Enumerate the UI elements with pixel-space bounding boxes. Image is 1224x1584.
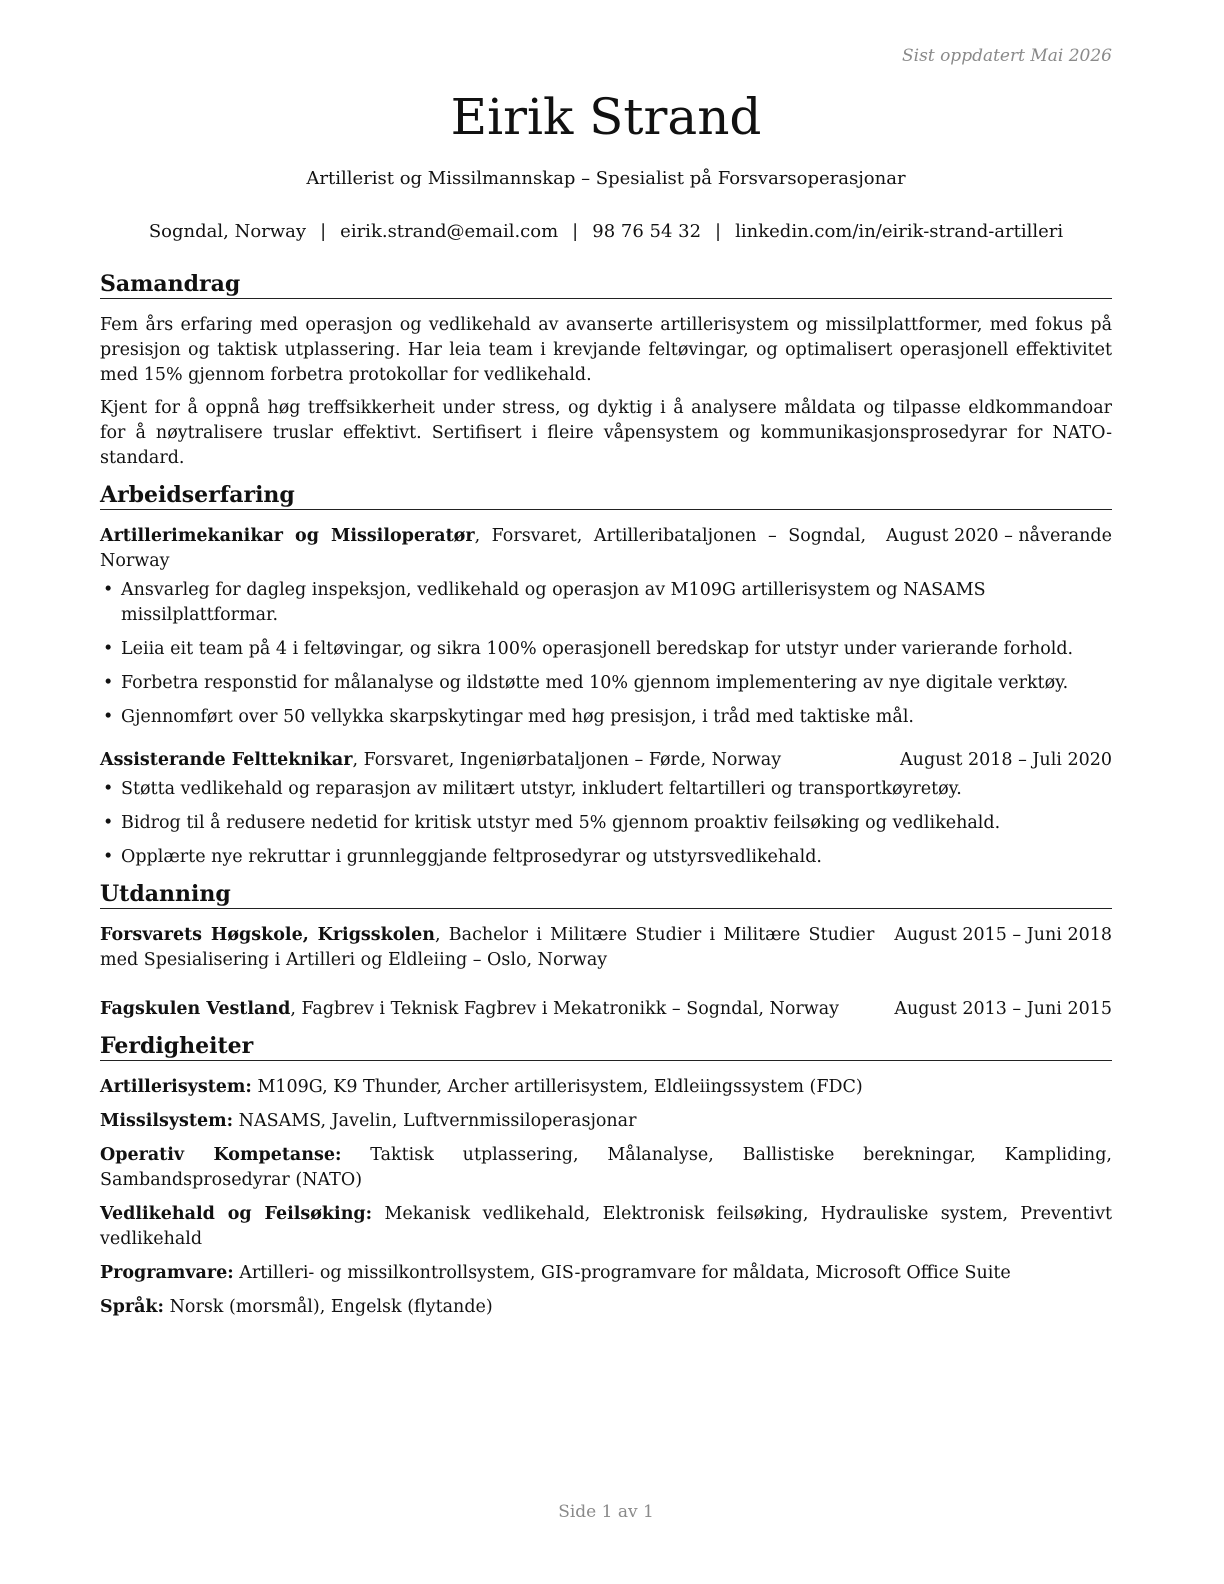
bullet-text: Forbetra responstid for målanalyse og ildstøtte med 10% gjennom implementering av nye digitale verktøy. <box>121 673 1069 693</box>
list-item <box>100 637 1112 662</box>
job-header <box>100 748 1112 773</box>
contact-email-link[interactable]: eirik.strand@email.com <box>340 221 559 242</box>
skill-value: Taktisk utplassering, Målanalyse, Ballistiske berekningar, Kampliding, Sambandsprosedyrar (NATO) <box>100 1145 1112 1190</box>
contact-separator: | <box>320 221 327 242</box>
skill-label: Missilsystem: <box>100 1111 234 1131</box>
list-item <box>100 705 1112 730</box>
job-header <box>100 524 1112 574</box>
skill-row <box>100 1143 1112 1193</box>
skill-label: Programvare: <box>100 1263 234 1283</box>
education-header <box>100 923 1112 973</box>
job-details: , Forsvaret, Ingeniørbataljonen – Førde, Norway <box>352 750 782 770</box>
contact-phone: 98 76 54 32 <box>592 221 702 242</box>
bullet-text: Bidrog til å redusere nedetid for kritisk utstyr med 5% gjennom proaktiv feilsøking og vedlikehald. <box>121 813 1001 833</box>
list-item <box>100 777 1112 802</box>
skill-row <box>100 1202 1112 1252</box>
bullet-text: Opplærte nye rekruttar i grunnleggjande feltprosedyrar og utstyrsvedlikehald. <box>121 847 822 867</box>
resume-page <box>100 0 1112 1584</box>
contact-separator: | <box>715 221 722 242</box>
job-heading <box>100 524 886 574</box>
contact-linkedin-link[interactable]: linkedin.com/in/eirik-strand-artilleri <box>735 221 1064 242</box>
education-details: , Bachelor i Militære Studier i Militære Studier med Spesialisering i Artilleri og Eldleiing – Oslo, Norway <box>100 925 875 970</box>
skills-section <box>100 1032 1112 1320</box>
skill-label: Artillerisystem: <box>100 1077 252 1097</box>
contact-separator: | <box>572 221 579 242</box>
contact-location: Sogndal, Norway <box>148 221 307 242</box>
education-entry <box>100 997 1112 1022</box>
job-entry <box>100 748 1112 870</box>
last-updated: Sist oppdatert Mai 2026 <box>902 46 1112 66</box>
bullet-text: Leiia eit team på 4 i feltøvingar, og sikra 100% operasjonell beredskap for utstyr under varierande forhold. <box>121 639 1074 659</box>
job-details: , Forsvaret, Artilleribataljonen – Sogndal, Norway <box>100 526 867 571</box>
job-bullets <box>100 578 1112 730</box>
list-item <box>100 811 1112 836</box>
bullet-text: Ansvarleg for dagleg inspeksjon, vedlikehald og operasjon av M109G artillerisystem og NASAMS missilplattformar. <box>121 580 986 625</box>
bullet-icon: • <box>103 779 114 799</box>
job-dates: August 2018 – Juli 2020 <box>900 750 1112 770</box>
skill-row <box>100 1109 1112 1134</box>
education-heading <box>100 997 894 1022</box>
education-school: Fagskulen Vestland <box>100 999 291 1019</box>
bullet-text: Støtta vedlikehald og reparasjon av militært utstyr, inkludert feltartilleri og transportkøyretøy. <box>121 779 962 799</box>
skill-value: Artilleri- og missilkontrollsystem, GIS-programvare for måldata, Microsoft Office Suite <box>239 1263 1011 1283</box>
skill-row <box>100 1261 1112 1286</box>
skills-title: Ferdigheiter <box>100 1032 1112 1061</box>
education-entry <box>100 923 1112 973</box>
job-role: Assisterande Feltteknikar <box>100 750 353 770</box>
job-entry <box>100 524 1112 730</box>
bullet-icon: • <box>103 707 114 727</box>
bullet-icon: • <box>103 847 114 867</box>
education-dates: August 2015 – Juni 2018 <box>894 925 1112 945</box>
list-item <box>100 578 1112 628</box>
skill-value: NASAMS, Javelin, Luftvernmissiloperasjonar <box>238 1111 637 1131</box>
skill-row <box>100 1295 1112 1320</box>
education-school: Forsvarets Høgskole, Krigsskolen <box>100 925 435 945</box>
job-dates: August 2020 – nåverande <box>886 526 1112 546</box>
headline: Artillerist og Missilmannskap – Spesialist på Forsvarsoperasjonar <box>306 168 906 189</box>
summary-paragraph: Kjent for å oppnå høg treffsikkerheit under stress, og dyktig i å analysere måldata og tilpasse eldkommandoar for å nøytralisere truslar effektivt. Sertifisert i fleire våpensystem og kommunikasjonsprosedyrar for NATO-standard. <box>100 398 1112 468</box>
job-heading <box>100 748 900 773</box>
skill-value: Mekanisk vedlikehald, Elektronisk feilsøking, Hydrauliske system, Preventivt vedlikehald <box>100 1204 1112 1249</box>
skill-value: Norsk (morsmål), Engelsk (flytande) <box>169 1297 493 1317</box>
bullet-icon: • <box>103 813 114 833</box>
skill-label: Språk: <box>100 1297 165 1317</box>
education-section <box>100 880 1112 1022</box>
job-bullets <box>100 777 1112 870</box>
bullet-text: Gjennomført over 50 vellykka skarpskytingar med høg presisjon, i tråd med taktiske mål. <box>121 707 914 727</box>
experience-section <box>100 481 1112 870</box>
education-title: Utdanning <box>100 880 1112 909</box>
summary-paragraph: Fem års erfaring med operasjon og vedlikehald av avanserte artillerisystem og missilplattformer, med fokus på presisjon og taktisk utplassering. Har leia team i krevjande feltøvingar, og optimalisert operasjonell effektivitet med 15% gjennom forbetra protokollar for vedlikehald. <box>100 315 1112 385</box>
list-item <box>100 671 1112 696</box>
skill-row <box>100 1075 1112 1100</box>
summary-title: Samandrag <box>100 270 1112 299</box>
skill-label: Operativ Kompetanse: <box>100 1145 342 1165</box>
bullet-icon: • <box>103 639 114 659</box>
list-item <box>100 845 1112 870</box>
page-number: Side 1 av 1 <box>558 1502 654 1522</box>
resume-content <box>100 270 1112 1330</box>
education-header <box>100 997 1112 1022</box>
summary-section <box>100 270 1112 471</box>
experience-title: Arbeidserfaring <box>100 481 1112 510</box>
bullet-icon: • <box>103 673 114 693</box>
education-heading <box>100 923 894 973</box>
skill-value: M109G, K9 Thunder, Archer artillerisystem, Eldleiingssystem (FDC) <box>257 1077 863 1097</box>
skill-label: Vedlikehald og Feilsøking: <box>100 1204 373 1224</box>
bullet-icon: • <box>103 580 114 600</box>
education-dates: August 2013 – Juni 2015 <box>894 999 1112 1019</box>
contact-line <box>100 219 1112 245</box>
education-details: , Fagbrev i Teknisk Fagbrev i Mekatronikk – Sogndal, Norway <box>290 999 840 1019</box>
person-name: Eirik Strand <box>450 88 762 146</box>
job-role: Artillerimekanikar og Missiloperatør <box>100 526 475 546</box>
